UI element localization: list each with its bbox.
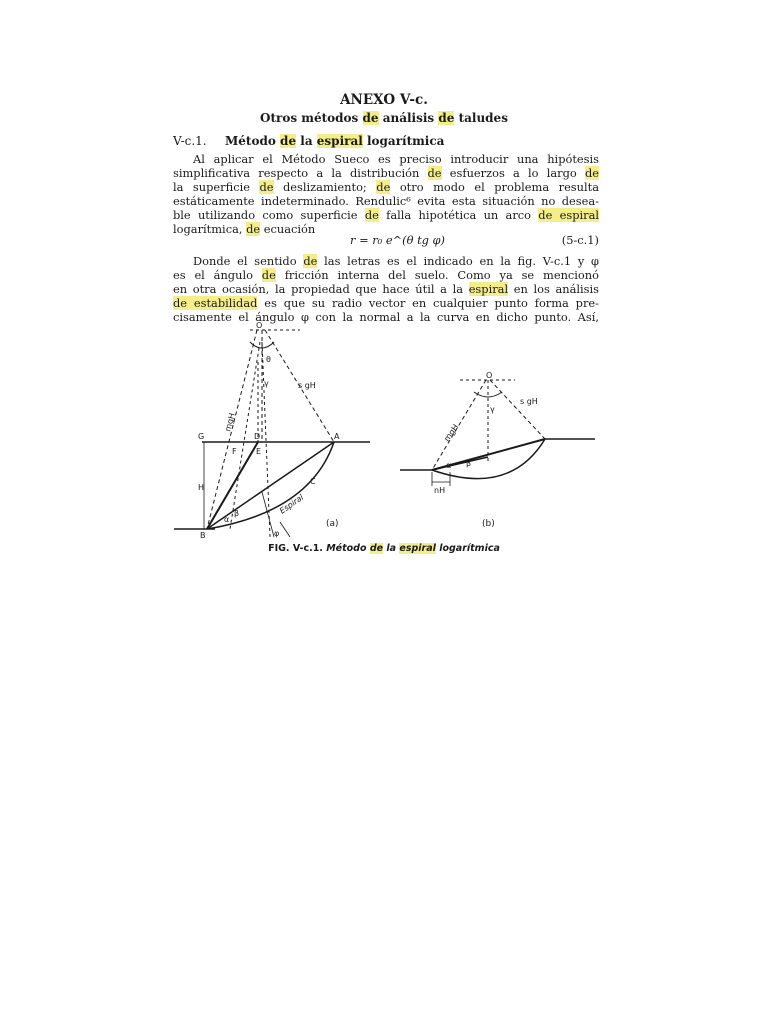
figure-caption: FIG. V-c.1. Método de la espiral logarítmica: [268, 543, 500, 554]
label-gamma: γ: [264, 379, 269, 388]
label-g: G: [198, 432, 205, 441]
label-a: A: [334, 432, 340, 441]
label-h: H: [198, 483, 205, 492]
label-c: C: [310, 477, 316, 486]
radius-b-right: [490, 380, 545, 439]
equation-formula: r = r₀ e^(θ tg φ): [350, 233, 445, 247]
annex-title: ANEXO V-c.: [340, 92, 428, 108]
label-gamma-b: γ: [490, 405, 495, 414]
label-alpha: α: [224, 515, 230, 524]
label-b: B: [200, 531, 206, 540]
label-sgh-b: s gH: [520, 397, 538, 406]
section-number: V-c.1.: [173, 134, 207, 148]
chord-b: [432, 457, 488, 470]
paragraph-1: Al aplicar el Método Sueco es preciso introducir una hipótesis simplificativa respecto a la distribución de esfuerzos a lo largo de la superficie de deslizamiento; de otro modo el problema resulta estáticamente indeterminado. Rendulic⁶ evita esta situación no desea- ble utilizando como superficie de falla hipotética un arco de espiral logarítmica, de ecuación: [173, 152, 600, 236]
label-mgh-b: mgH: [442, 422, 461, 444]
label-theta: θ: [266, 355, 271, 364]
slope-diagram: [170, 322, 600, 542]
label-o-b: O: [486, 371, 493, 380]
equation-number: (5-c.1): [561, 233, 599, 247]
section-heading: V-c.1. Método de la espiral logarítmica: [173, 134, 445, 148]
label-beta-b: β: [466, 459, 472, 468]
label-d: D: [254, 432, 261, 441]
label-alpha-b: α: [446, 461, 452, 470]
label-mgh: mgH: [223, 411, 237, 433]
label-beta: β: [234, 509, 240, 518]
label-f: F: [232, 447, 237, 456]
annex-subtitle: Otros métodos de análisis de taludes: [260, 111, 508, 125]
label-nh: nH: [434, 486, 446, 495]
label-o: O: [256, 322, 263, 330]
label-sgh: s gH: [298, 381, 316, 390]
spiral-tangent: [280, 522, 290, 537]
label-fig-a: (a): [326, 519, 339, 529]
label-phi: φ: [274, 529, 280, 538]
label-fig-b: (b): [482, 519, 495, 529]
label-espiral: Espiral: [277, 492, 306, 516]
paragraph-2: Donde el sentido de las letras es el indicado en la fig. V-c.1 y φ es el ángulo de fricción interna del suelo. Como ya se mencionó en otra ocasión, la propiedad que hace útil a la espiral en los análisis de estabilidad es que su radio vector en cualquier punto forma pre- cisamente el ángulo φ con la normal a la curva en dicho punto. Así,: [173, 254, 600, 324]
label-e: E: [256, 447, 262, 456]
